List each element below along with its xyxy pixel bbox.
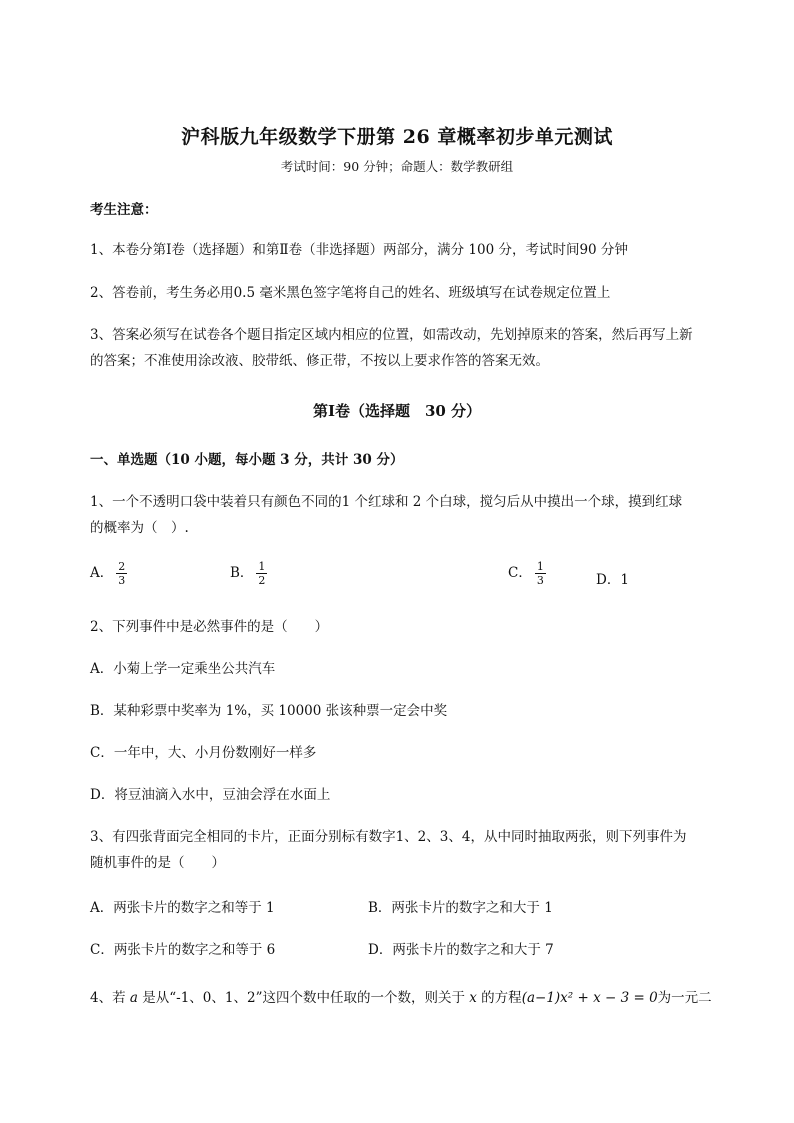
q3-stem-line1: 3、有四张背面完全相同的卡片，正面分别标有数字1、2、3、4，从中同时抽取两张，则下列事件为 (90, 829, 687, 845)
q1-b-numerator: 1 (258, 560, 266, 573)
q1-stem-line1: 1、一个不透明口袋中装着只有颜色不同的1 个红球和 2 个白球，搅匀后从中摸出一个球，摸到红球 (90, 494, 683, 510)
q1-a-denominator: 3 (118, 574, 126, 587)
q1-c-numerator: 1 (536, 560, 544, 573)
q4-var-a: a (129, 990, 138, 1006)
q2-option-c: C．一年中，大、小月份数刚好一样多 (90, 745, 317, 761)
q4-equation: (a−1)x² + x − 3 = 0 (521, 990, 658, 1006)
q1-option-b-fraction (256, 560, 267, 587)
q4-suffix: 为一元二 (657, 990, 712, 1006)
q1-option-d: D．1 (596, 572, 629, 588)
q4-mid2: 的方程 (476, 990, 522, 1006)
section-title: 第Ⅰ卷（选择题 30 分） (312, 402, 482, 420)
notice-item-3: 3、答案必须写在试卷各个题目指定区域内相应的位置，如需改动，先划掉原来的答案，然后再写上新 (90, 327, 693, 343)
q4-prefix: 4、若 (90, 990, 130, 1006)
q1-option-c-label: C． (508, 565, 532, 581)
notice-item-2: 2、答卷前，考生务必用0.5 毫米黑色签字笔将自己的姓名、班级填写在试卷规定位置上 (90, 285, 611, 301)
q1-b-denominator: 2 (258, 574, 266, 587)
q2-stem: 2、下列事件中是必然事件的是（ ） (90, 619, 329, 635)
q4-stem (90, 988, 712, 1008)
q1-stem-line2: 的概率为（ ）. (90, 520, 189, 536)
notice-item-3-cont: 的答案；不准使用涂改液、胶带纸、修正带，不按以上要求作答的答案无效。 (90, 353, 549, 369)
part-title: 一、单选题（10 小题，每小题 3 分，共计 30 分） (90, 452, 404, 468)
q3-option-a: A．两张卡片的数字之和等于 1 (90, 900, 275, 916)
q2-option-d: D．将豆油滴入水中，豆油会浮在水面上 (90, 787, 331, 803)
exam-subtitle: 考试时间：90 分钟；命题人：数学教研组 (280, 159, 514, 174)
q3-stem-line2: 随机事件的是（ ） (90, 855, 225, 871)
q1-option-a (90, 560, 127, 587)
q2-option-a: A．小菊上学一定乘坐公共汽车 (90, 661, 276, 677)
q3-option-c: C．两张卡片的数字之和等于 6 (90, 942, 276, 958)
notice-heading: 考生注意： (90, 202, 158, 218)
q1-option-c (508, 560, 546, 587)
q1-a-numerator: 2 (118, 560, 126, 573)
q2-option-b: B．某种彩票中奖率为 1%，买 10000 张该种票一定会中奖 (90, 703, 448, 719)
q1-option-a-fraction (116, 560, 127, 587)
q1-option-b (230, 560, 267, 587)
q1-option-b-label: B． (230, 565, 254, 581)
q1-c-denominator: 3 (536, 574, 544, 587)
notice-item-1: 1、本卷分第Ⅰ卷（选择题）和第Ⅱ卷（非选择题）两部分，满分 100 分，考试时间90 分钟 (90, 242, 628, 258)
q4-mid1: 是从“-1、0、1、2”这四个数中任取的一个数，则关于 (137, 990, 470, 1006)
q1-option-c-fraction (535, 560, 546, 587)
q1-option-a-label: A． (90, 565, 114, 581)
q3-option-d: D．两张卡片的数字之和大于 7 (368, 942, 554, 958)
exam-title: 沪科版九年级数学下册第 26 章概率初步单元测试 (181, 126, 613, 148)
q4-var-x: x (469, 990, 477, 1006)
q3-option-b: B．两张卡片的数字之和大于 1 (368, 900, 553, 916)
